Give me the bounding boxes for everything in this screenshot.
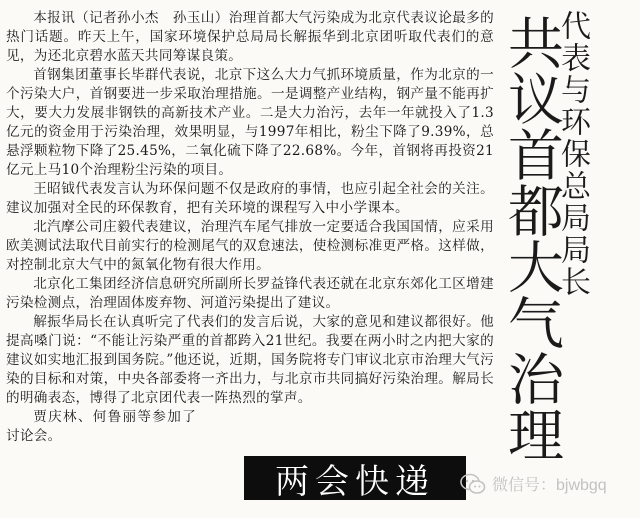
watermark bbox=[460, 472, 607, 495]
paragraph-6: 解振华局长在认真听完了代表们的发言后说，大家的意见和建议都很好。他提高嗓门说：“不能让污染严重的首都跨入21世纪。我要在两小时之内把大家的建议如实地汇报到国务院。”他还说，近期，国务院将专门审议北京市治理大气污染的目标和对策，中央各部委将一齐出力，与北京市共同搞好污染治理。解局长的明确表态，博得了北京团代表一阵热烈的掌声。 bbox=[6, 314, 494, 406]
subheading: 代表与环保总局局长 bbox=[555, 10, 590, 298]
paragraph-2: 首钢集团董事长毕群代表说，北京下这么大力气抓环境质量，作为北京的一个污染大户，首钢要进一步采取治理措施。一是调整产业结构，钢产量不能再扩大，要大力发展非钢铁的高新技术产业。二是大力治污，去年一年就投入了1.3亿元的资金用于污染治理，效果明显，与1997年相比，粉尘下降了9.39%，总悬浮颗粒物下降了25.45%，二氧化硫下降了22.68%。今年，首钢将再投资21亿元上马10个治理粉尘污染的项目。 bbox=[6, 67, 494, 178]
watermark-text: 微信号：bjwbgq bbox=[492, 477, 607, 494]
paragraph-3: 王昭钺代表发言认为环保问题不仅是政府的事情，也应引起全社会的关注。建议加强对全民的环保教育，把有关环境的课程写入中小学课本。 bbox=[6, 181, 494, 216]
paragraph-1: 本报讯（记者孙小杰 孙玉山）治理首都大气污染成为北京代表议论最多的热门话题。昨天上午，国家环境保护总局局长解振华到北京团听取代表们的意见，为还北京碧水蓝天共同筹谋良策。 bbox=[6, 10, 494, 64]
column-tag: 两会快递 bbox=[244, 456, 466, 500]
article-body bbox=[6, 9, 494, 446]
paragraph-5: 北京化工集团经济信息研究所副所长罗益锋代表还就在北京东郊化工区增建污染检测点，治理固体废弃物、河道污染提出了建议。 bbox=[6, 276, 494, 311]
wechat-icon bbox=[460, 473, 486, 495]
paragraph-7: 贾庆林、何鲁丽等参加了讨论会。 bbox=[6, 409, 196, 444]
headline: 共议首都大气治理 bbox=[499, 14, 564, 462]
paragraph-4: 北汽摩公司庄毅代表建议，治理汽车尾气排放一定要适合我国国情，应采用欧美测试法取代目前实行的检测尾气的双怠速法，使检测标准更严格。这样做，对控制北京大气中的氮氧化物有很大作用。 bbox=[6, 219, 494, 273]
